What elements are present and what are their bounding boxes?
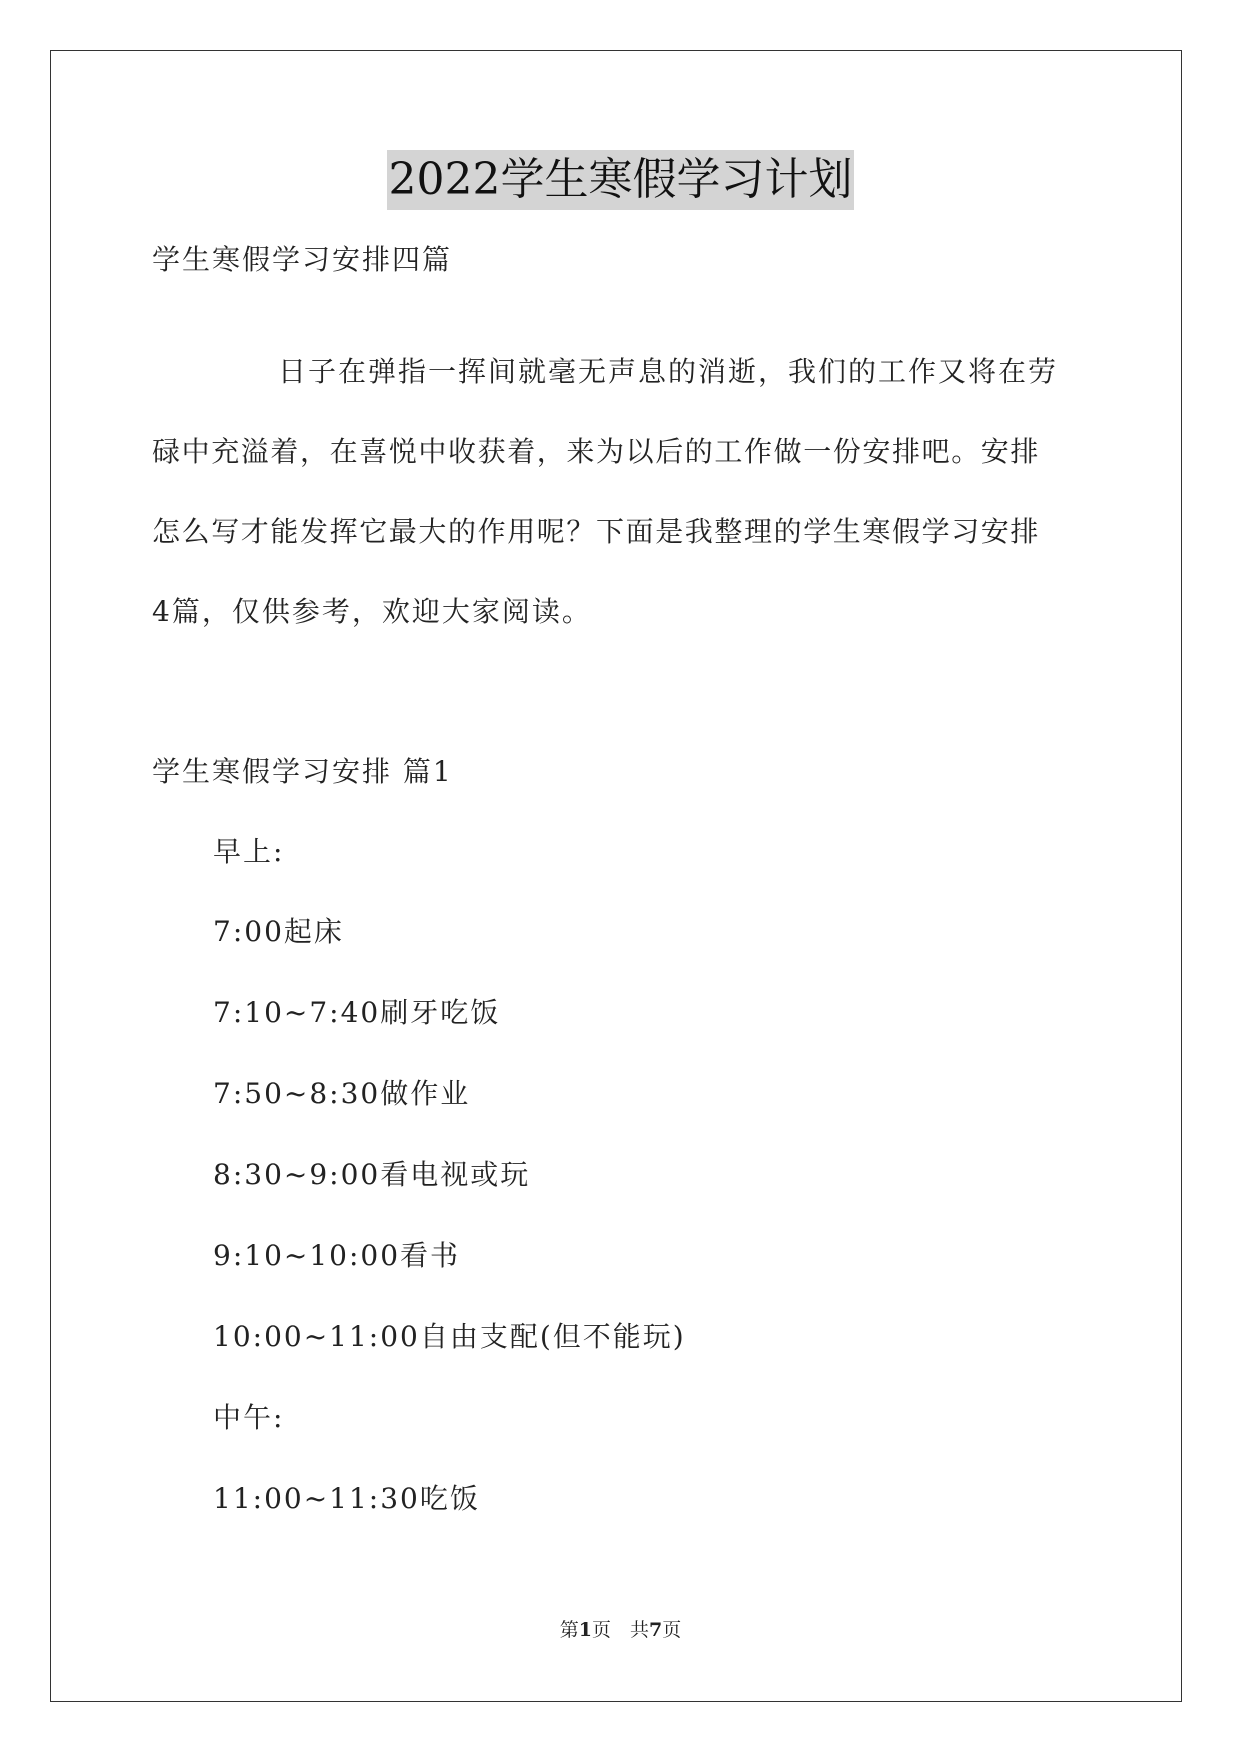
intro-line-4: 4篇，仅供参考，欢迎大家阅读。 xyxy=(152,595,592,628)
intro-line-1: 日子在弹指一挥间就毫无声息的消逝，我们的工作又将在劳 xyxy=(278,355,1059,388)
schedule-item: 中午: xyxy=(213,1401,285,1434)
footer-page-prefix: 第 xyxy=(559,1619,579,1641)
page-border xyxy=(50,50,1182,1702)
document-subtitle: 学生寒假学习安排四篇 xyxy=(152,243,453,276)
schedule-item: 7:10~7:40刷牙吃饭 xyxy=(213,996,501,1029)
title-wrap xyxy=(0,150,1241,210)
footer-page-total: 7 xyxy=(649,1619,663,1641)
page-footer xyxy=(0,1618,1241,1642)
schedule-item: 11:00~11:30吃饭 xyxy=(213,1482,480,1515)
document-title: 2022学生寒假学习计划 xyxy=(387,150,855,210)
schedule-item: 早上: xyxy=(213,835,285,868)
footer-page-current: 1 xyxy=(578,1619,592,1641)
schedule-item: 7:00起床 xyxy=(213,915,344,948)
schedule-item: 9:10~10:00看书 xyxy=(213,1239,461,1272)
footer-page-suffix: 页 xyxy=(662,1619,682,1641)
intro-line-3: 怎么写才能发挥它最大的作用呢？下面是我整理的学生寒假学习安排 xyxy=(152,515,1041,548)
schedule-item: 7:50~8:30做作业 xyxy=(213,1077,471,1110)
schedule-item: 10:00~11:00自由支配(但不能玩) xyxy=(213,1320,686,1353)
schedule-item: 8:30~9:00看电视或玩 xyxy=(213,1158,531,1191)
footer-page-middle: 页 共 xyxy=(591,1619,649,1641)
intro-line-2: 碌中充溢着，在喜悦中收获着，来为以后的工作做一份安排吧。安排 xyxy=(152,435,1041,468)
section-heading: 学生寒假学习安排 篇1 xyxy=(152,755,453,788)
